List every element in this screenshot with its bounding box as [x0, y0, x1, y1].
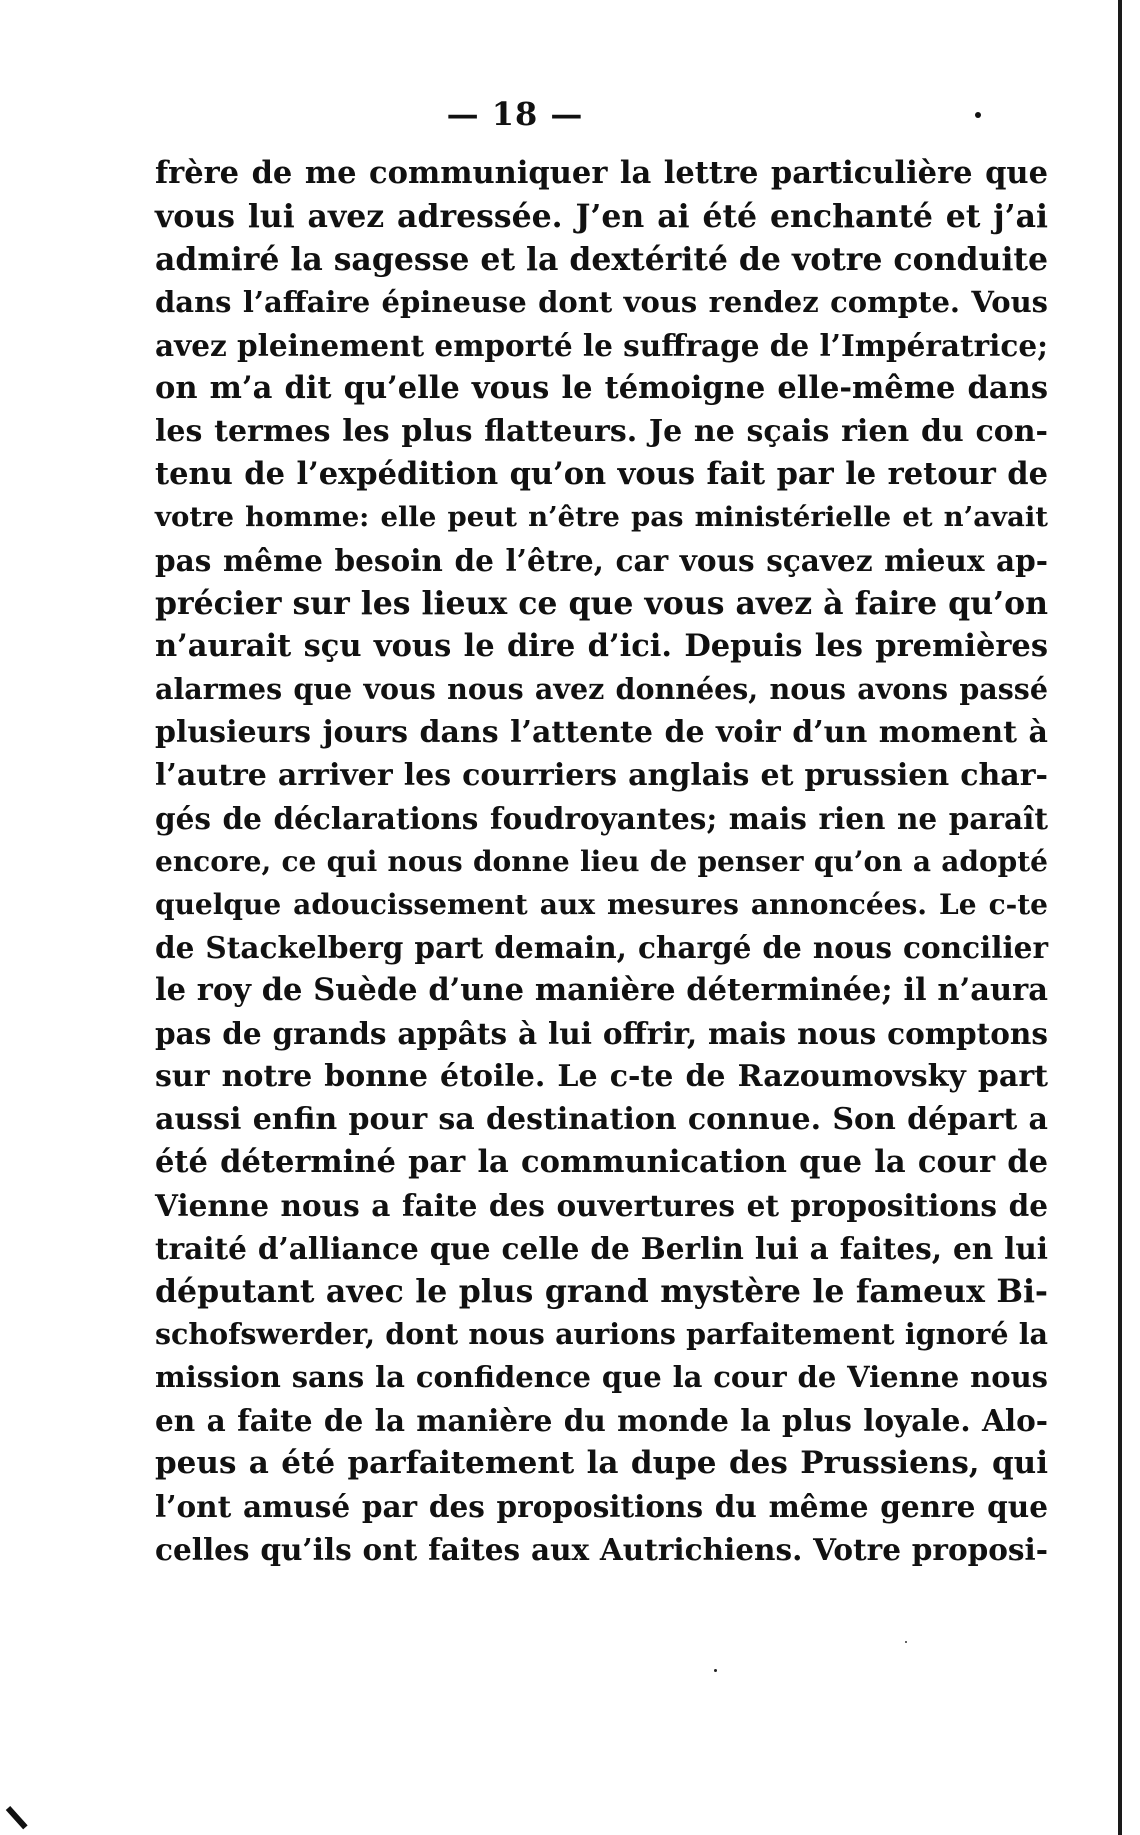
text-line: le roy de Suède d’une manière déterminée; il n’aura [155, 972, 1048, 1008]
text-line: alarmes que vous nous avez données, nous avons passé [155, 672, 1048, 706]
body-text [155, 152, 1048, 1571]
text-line: sur notre bonne étoile. Le c-te de Razoumovsky part [155, 1059, 1048, 1094]
text-line: plusieurs jours dans l’attente de voir d’un moment à [155, 715, 1048, 750]
page-number: — 18 — [446, 95, 584, 133]
text-line: pas même besoin de l’être, car vous sçavez mieux ap- [155, 543, 1048, 578]
text-line: frère de me communiquer la lettre particulière que [155, 155, 1048, 191]
text-line: peus a été parfaitement la dupe des Prussiens, qui [155, 1445, 1048, 1481]
text-line: avez pleinement emporté le suffrage de l’Impératrice; [155, 328, 1048, 363]
ink-speck [714, 1669, 717, 1672]
text-line: n’aurait sçu vous le dire d’ici. Depuis les premières [155, 628, 1048, 664]
text-line: députant avec le plus grand mystère le fameux Bi- [155, 1273, 1048, 1310]
text-line: gés de déclarations foudroyantes; mais rien ne paraît [155, 801, 1048, 836]
text-line: les termes les plus flatteurs. Je ne sçais rien du con- [155, 414, 1048, 449]
text-line: mission sans la confidence que la cour de Vienne nous [155, 1360, 1048, 1394]
corner-ink-mark [6, 1806, 28, 1829]
text-line: votre homme: elle peut n’être pas ministérielle et n’avait [155, 501, 1048, 533]
text-line: vous lui avez adressée. J’en ai été enchanté et j’ai [155, 198, 1048, 235]
text-line: on m’a dit qu’elle vous le témoigne elle-même dans [155, 370, 1048, 406]
page-edge-rule [1118, 0, 1122, 1835]
text-line: l’ont amusé par des propositions du même genre que [155, 1489, 1048, 1524]
text-line: de Stackelberg part demain, chargé de nous concilier [155, 930, 1048, 965]
text-line: admiré la sagesse et la dextérité de votre conduite [155, 241, 1048, 278]
text-line: encore, ce qui nous donne lieu de penser qu’on a adopté [155, 845, 1048, 878]
text-line: en a faite de la manière du monde la plus loyale. Alo- [155, 1403, 1048, 1438]
text-line: précier sur les lieux ce que vous avez à faire qu’on [155, 585, 1048, 622]
ink-speck [905, 1641, 907, 1643]
text-line: quelque adoucissement aux mesures annoncées. Le c-te [155, 888, 1048, 921]
text-line: été déterminé par la communication que la cour de [155, 1144, 1048, 1180]
text-line: dans l’affaire épineuse dont vous rendez compte. Vous [155, 285, 1048, 319]
text-line: celles qu’ils ont faites aux Autrichiens. Votre proposi- [155, 1532, 1048, 1567]
text-line: traité d’alliance que celle de Berlin lui a faites, en lui [155, 1231, 1048, 1266]
text-line: tenu de l’expédition qu’on vous fait par le retour de [155, 456, 1048, 492]
text-line: pas de grands appâts à lui offrir, mais nous comptons [155, 1016, 1048, 1051]
text-line: schofswerder, dont nous aurions parfaitement ignoré la [155, 1317, 1048, 1351]
text-line: Vienne nous a faite des ouvertures et propositions de [155, 1188, 1048, 1223]
text-line: l’autre arriver les courriers anglais et prussien char- [155, 758, 1048, 793]
text-line: aussi enfin pour sa destination connue. Son départ a [155, 1102, 1048, 1137]
